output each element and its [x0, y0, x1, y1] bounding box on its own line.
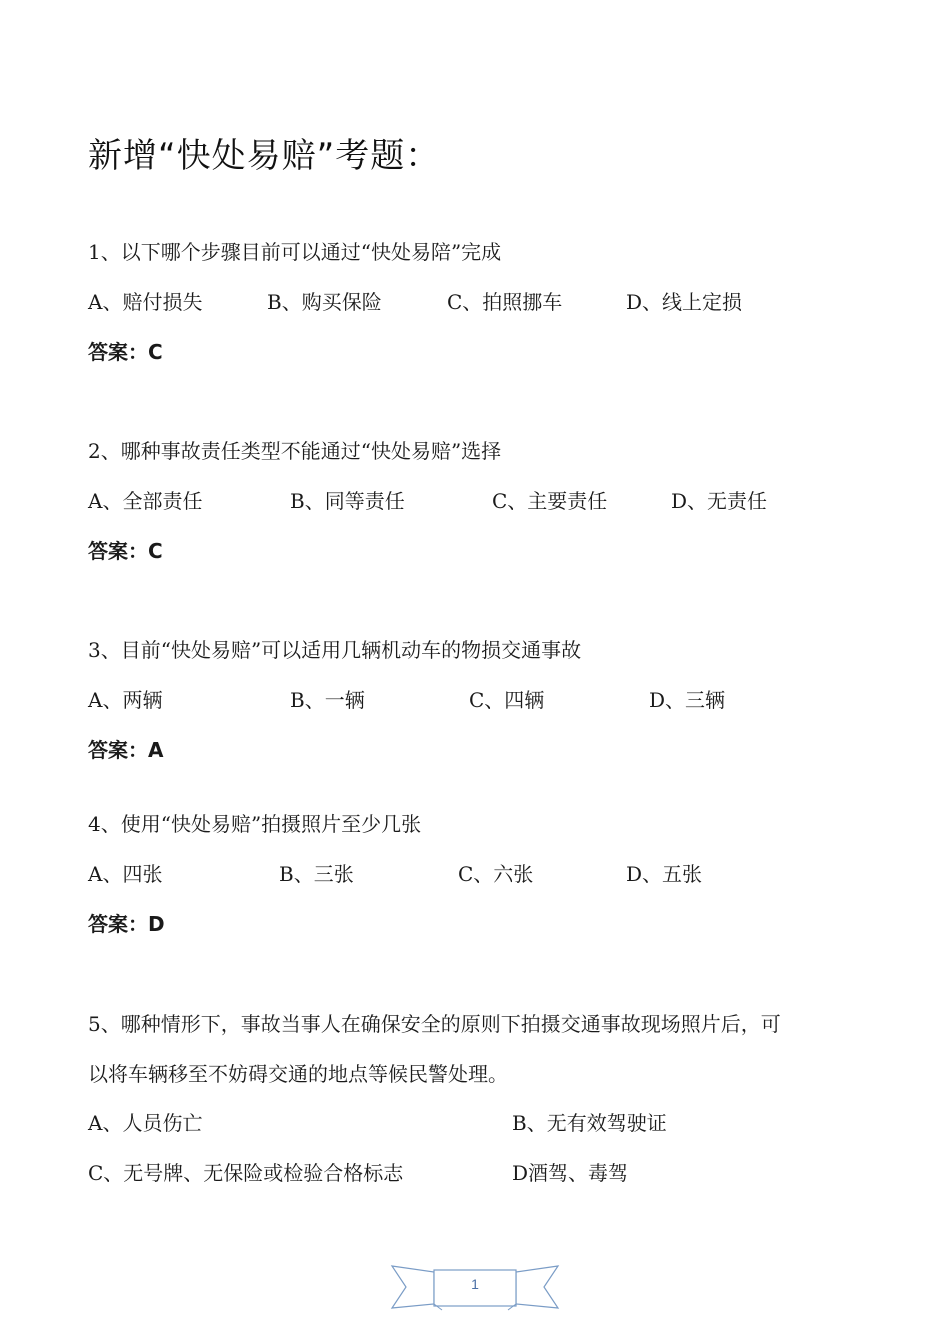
page-number: 1: [471, 1276, 479, 1292]
question-5-text-line2: 以将车辆移至不妨碍交通的地点等候民警处理。: [88, 1062, 508, 1086]
question-3-option-a: A、两辆: [88, 688, 163, 712]
question-1-option-b: B、购买保险: [267, 290, 382, 314]
question-4-option-b: B、三张: [279, 862, 354, 886]
question-1-option-c: C、拍照挪车: [447, 290, 563, 314]
question-5-text-line1: 5、哪种情形下，事故当事人在确保安全的原则下拍摄交通事故现场照片后，可: [88, 1012, 781, 1036]
question-1-option-d: D、线上定损: [626, 290, 743, 314]
question-5-option-d: D酒驾、毒驾: [512, 1161, 629, 1185]
question-4-option-a: A、四张: [88, 862, 163, 886]
question-3-option-c: C、四辆: [469, 688, 545, 712]
question-5-option-b: B、无有效驾驶证: [512, 1111, 667, 1135]
question-4-text: 4、使用“快处易赔”拍摄照片至少几张: [88, 812, 422, 836]
question-2-answer: 答案：C: [88, 539, 163, 563]
page-footer: [390, 1258, 560, 1318]
question-2-option-c: C、主要责任: [492, 489, 608, 513]
question-3-answer: 答案：A: [88, 738, 164, 762]
question-2-option-a: A、全部责任: [88, 489, 203, 513]
question-3-option-b: B、一辆: [290, 688, 365, 712]
question-2-option-b: B、同等责任: [290, 489, 405, 513]
question-3-option-d: D、三辆: [649, 688, 726, 712]
question-1-text: 1、以下哪个步骤目前可以通过“快处易陪”完成: [88, 240, 502, 264]
page-title: 新增“快处易赔”考题：: [88, 136, 441, 176]
question-5-option-c: C、无号牌、无保险或检验合格标志: [88, 1161, 404, 1185]
question-1-answer: 答案：C: [88, 340, 163, 364]
question-1-option-a: A、赔付损失: [88, 290, 203, 314]
question-4-answer: 答案：D: [88, 912, 165, 936]
question-5-option-a: A、人员伤亡: [88, 1111, 203, 1135]
question-3-text: 3、目前“快处易赔”可以适用几辆机动车的物损交通事故: [88, 638, 582, 662]
question-4-option-c: C、六张: [458, 862, 534, 886]
question-2-option-d: D、无责任: [671, 489, 768, 513]
question-4-option-d: D、五张: [626, 862, 703, 886]
question-2-text: 2、哪种事故责任类型不能通过“快处易赔”选择: [88, 439, 502, 463]
